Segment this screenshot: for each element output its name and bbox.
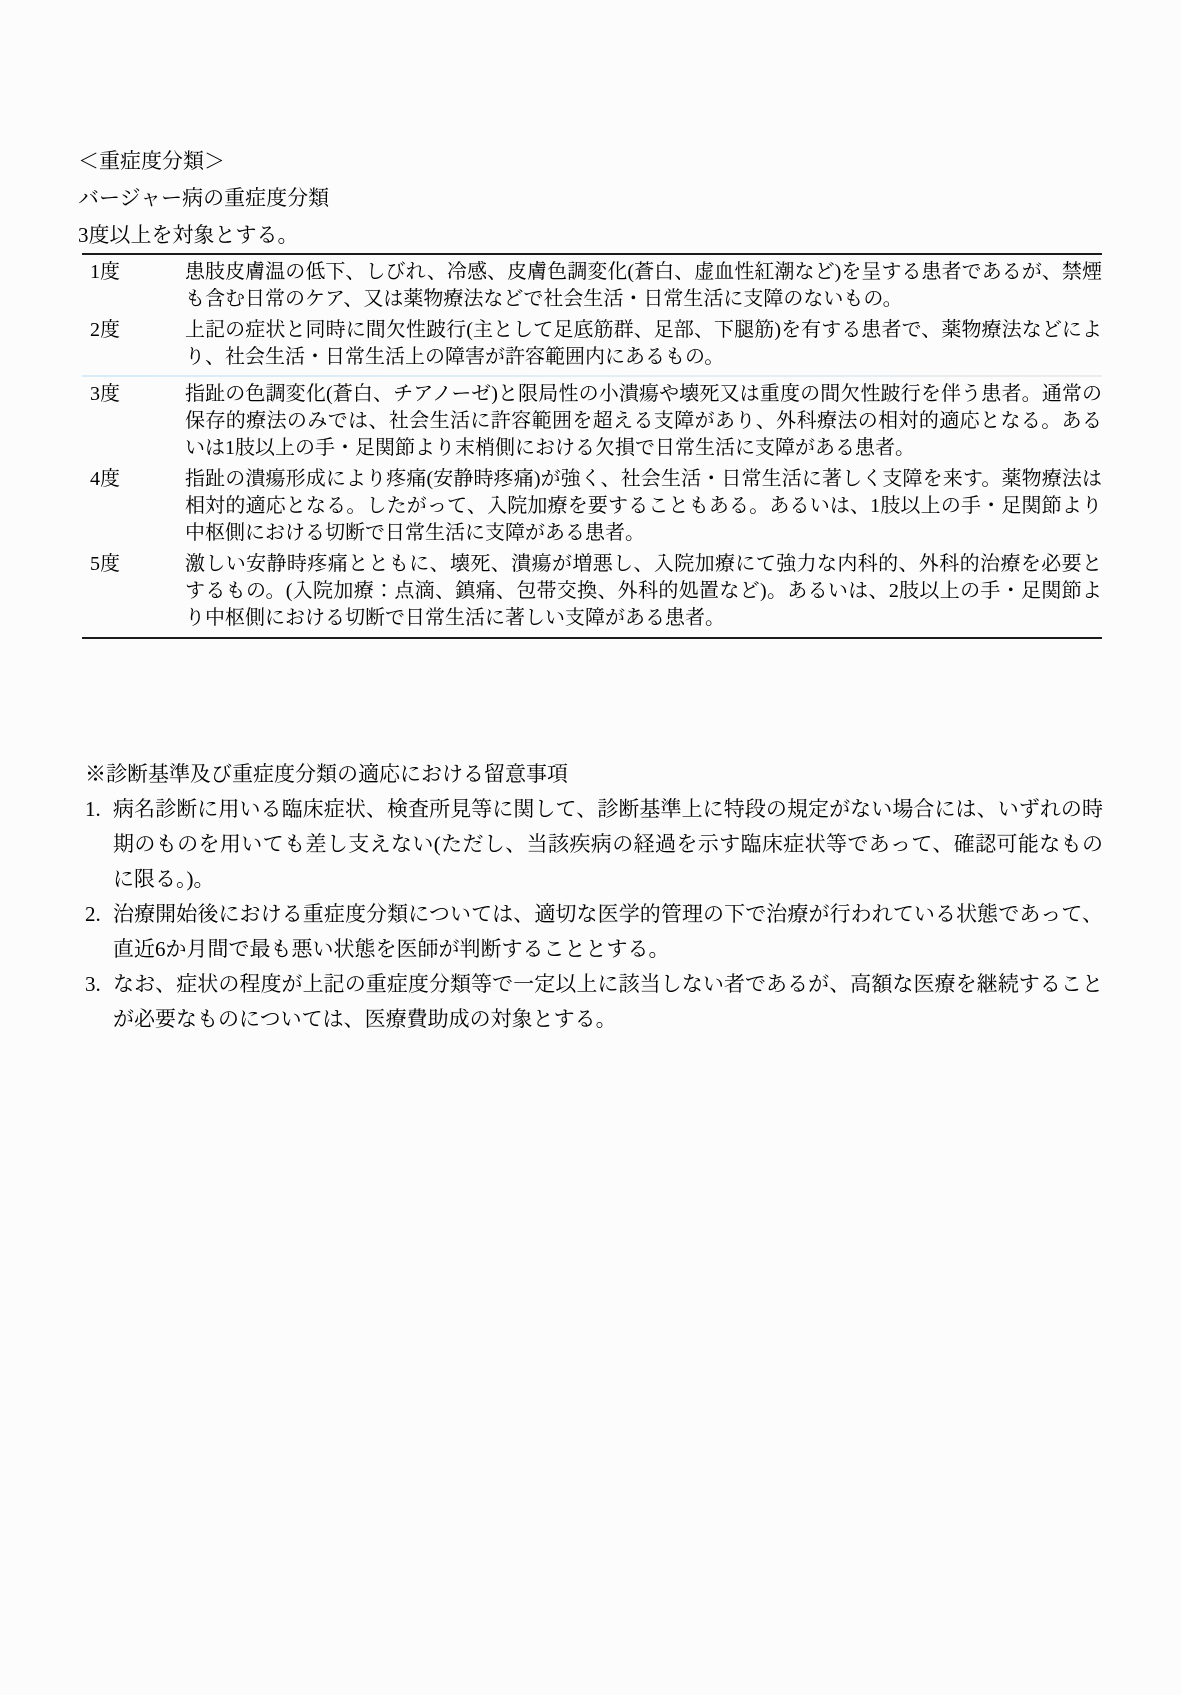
grade-label: 1度 xyxy=(90,261,120,283)
notes-list xyxy=(85,792,1103,1037)
table-row xyxy=(82,464,1102,549)
list-item-number: 3. xyxy=(85,972,101,996)
list-item-text: 治療開始後における重症度分類については、適切な医学的管理の下で治療が行われている状態であって、直近6か月間で最も悪い状態を医師が判断することとする。 xyxy=(113,902,1103,961)
notes-section xyxy=(85,757,1103,1037)
document-header xyxy=(78,143,1103,254)
list-item xyxy=(85,967,1103,1037)
list-item-text: 病名診断に用いる臨床症状、検査所見等に関して、診断基準上に特段の規定がない場合には、いずれの時期のものを用いても差し支えない(ただし、当該疾病の経過を示す臨床症状等であって、確認可能なものに限る。)。 xyxy=(113,797,1103,891)
list-item-number: 1. xyxy=(85,797,101,821)
grade-description: 上記の症状と同時に間欠性跛行(主として足底筋群、足部、下腿筋)を有する患者で、薬物療法などにより、社会生活・日常生活上の障害が許容範囲内にあるもの。 xyxy=(185,319,1102,368)
grade-description: 指趾の色調変化(蒼白、チアノーゼ)と限局性の小潰瘍や壊死又は重度の間欠性跛行を伴う患者。通常の保存的療法のみでは、社会生活に許容範囲を超える支障があり、外科療法の相対的適応となる。あるいは1肢以上の手・足関節より末梢側における欠損で日常生活に支障がある患者。 xyxy=(185,383,1102,459)
list-item-text: なお、症状の程度が上記の重症度分類等で一定以上に該当しない者であるが、高額な医療を継続することが必要なものについては、医療費助成の対象とする。 xyxy=(113,972,1103,1031)
classification-heading: ＜重症度分類＞ xyxy=(78,149,225,173)
grade-description: 患肢皮膚温の低下、しびれ、冷感、皮膚色調変化(蒼白、虚血性紅潮など)を呈する患者であるが、禁煙も含む日常のケア、又は薬物療法などで社会生活・日常生活に支障のないもの。 xyxy=(185,261,1102,310)
grade-label: 3度 xyxy=(90,383,120,405)
grade-label: 4度 xyxy=(90,468,120,490)
grade-description: 指趾の潰瘍形成により疼痛(安静時疼痛)が強く、社会生活・日常生活に著しく支障を来す。薬物療法は相対的適応となる。したがって、入院加療を要することもある。あるいは、1肢以上の手・足関節より中枢側における切断で日常生活に支障がある患者。 xyxy=(185,468,1102,544)
disease-title: バージャー病の重症度分類 xyxy=(78,186,330,210)
notes-heading: ※診断基準及び重症度分類の適応における留意事項 xyxy=(85,762,568,786)
table-row-divider xyxy=(82,375,1102,377)
table-row xyxy=(82,257,1102,315)
table-row xyxy=(82,315,1102,373)
grade-label: 2度 xyxy=(90,319,120,341)
scope-note: 3度以上を対象とする。 xyxy=(78,223,299,247)
severity-table xyxy=(82,253,1102,639)
list-item-number: 2. xyxy=(85,902,101,926)
table-row xyxy=(82,379,1102,464)
grade-label: 5度 xyxy=(90,553,120,575)
table-row xyxy=(82,549,1102,634)
grade-description: 激しい安静時疼痛とともに、壊死、潰瘍が増悪し、入院加療にて強力な内科的、外科的治療を必要とするもの。(入院加療：点滴、鎮痛、包帯交換、外科的処置など)。あるいは、2肢以上の手・足関節より中枢側における切断で日常生活に著しい支障がある患者。 xyxy=(185,553,1102,629)
list-item xyxy=(85,792,1103,897)
list-item xyxy=(85,897,1103,967)
